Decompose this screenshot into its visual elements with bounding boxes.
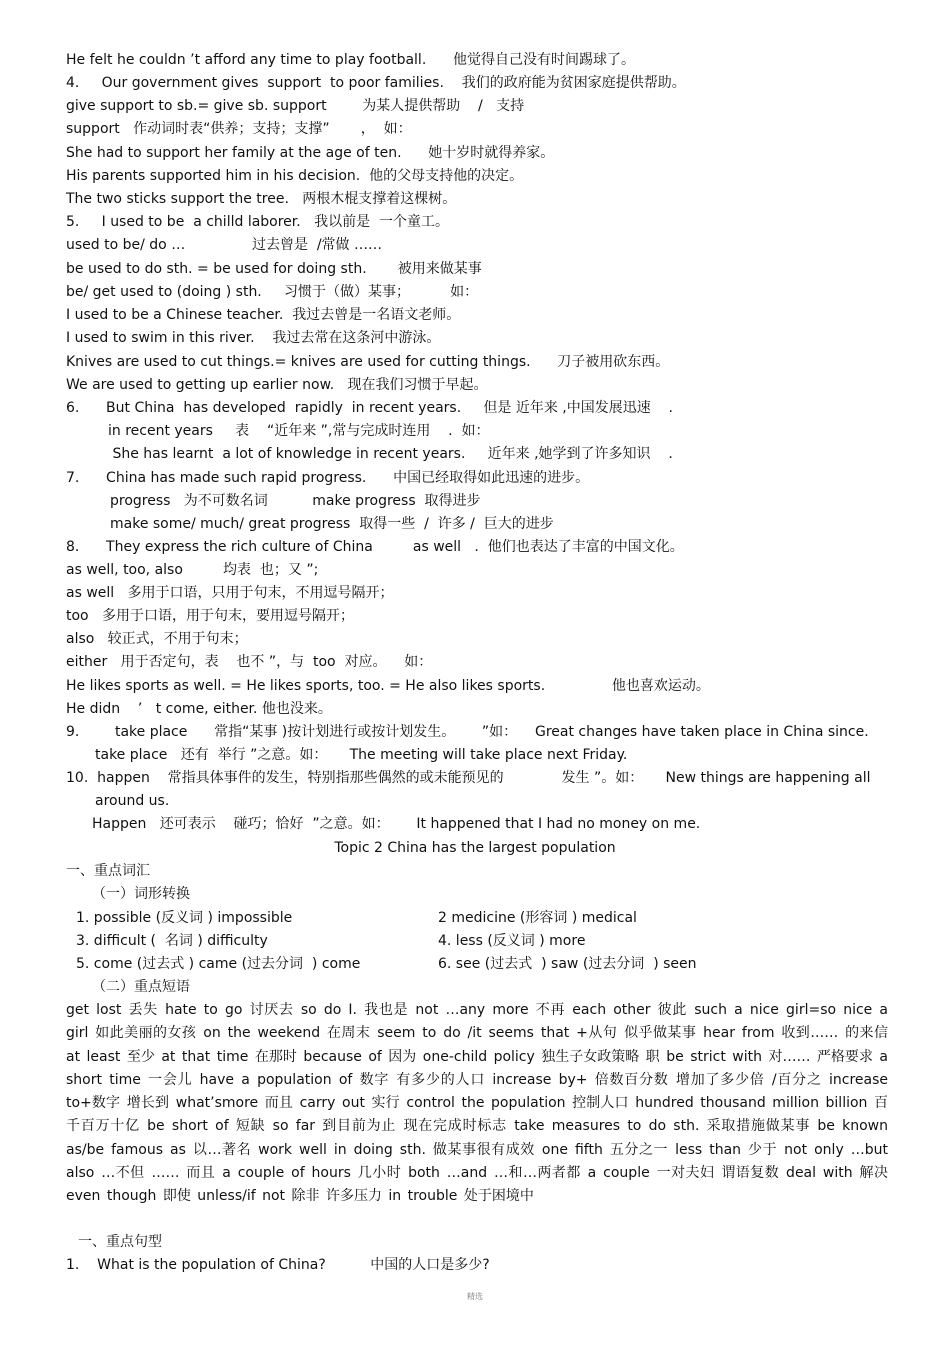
text-line: take place 还有 举行 ”之意。如： The meeting will take place next Friday. bbox=[95, 747, 628, 763]
subsection-heading: （二）重点短语 bbox=[92, 979, 190, 995]
text-line: be/ get used to (doing ) sth. 习惯于（做）某事； 如： bbox=[66, 284, 479, 300]
text-line: She has learnt a lot of knowledge in recent years. 近年来 ,她学到了许多知识 . bbox=[108, 446, 673, 462]
text-line: I used to swim in this river. 我过去常在这条河中游泳。 bbox=[66, 330, 441, 346]
word-form-item: 6. see (过去式 ) saw (过去分词 ) seen bbox=[438, 956, 697, 972]
text-line: I used to be a Chinese teacher. 我过去曾是一名语文老师。 bbox=[66, 307, 461, 323]
text-line: He didn ’ t come, either. 他也没来。 bbox=[66, 701, 332, 717]
text-line: 6. But China has developed rapidly in recent years. 但是 近年来 ,中国发展迅速 . bbox=[66, 400, 674, 416]
text-line: The two sticks support the tree. 两根木棍支撑着这棵树。 bbox=[66, 191, 457, 207]
text-line: 9. take place 常指“某事 )按计划进行或按计划发生。 ”如： Great changes have taken place in China since. bbox=[66, 724, 869, 740]
phrases-paragraph: get lost 丢失 hate to go 讨厌去 so do I. 我也是 not …any more 不再 each other 彼此 such a nice girl=so nice a girl 如此美丽的女孩 on the weekend 在周末 seem to do /it seems that +从句 似乎做某事 hear from 收到…… 的来信 at least 至少 at that time 在那时 because of 因为 one-child policy 独生子女政策略 职 be strict with 对…… 严格要求 a short time 一会儿 have a population of 数字 有多少的人口 increase by+ 倍数百分数 增加了多少倍 /百分之 increase to+数字 增长到 what’smore 而且 carry out 实行 control the population 控制人口 hundred thousand million billion 百千百万十亿 be short of 短缺 so far 到目前为止 现在完成时标志 take measures to do sth. 采取措施做某事 be known as/be famous as 以…著名 work well in doing sth. 做某事很有成效 one fifth 五分之一 less than 少于 not only …but also …不但 …… 而且 a couple of hours 几小时 both …and …和…两者都 a couple 一对夫妇 谓语复数 deal with 解决 even though 即使 unless/if not 除非 许多压力 in trouble 处于困境中 bbox=[66, 1002, 888, 1205]
text-line: 10. happen 常指具体事件的发生，特别指那些偶然的或未能预见的 发生 ”。如： New things are happening all bbox=[66, 770, 871, 786]
text-line: in recent years 表 “近年来 ”,常与完成时连用 . 如： bbox=[108, 423, 490, 439]
text-line: Knives are used to cut things.= knives are used for cutting things. 刀子被用砍东西。 bbox=[66, 354, 670, 370]
text-line: His parents supported him in his decision. 他的父母支持他的决定。 bbox=[66, 168, 524, 184]
section-heading: 一、重点句型 bbox=[78, 1234, 162, 1250]
text-line: She had to support her family at the age of ten. 她十岁时就得养家。 bbox=[66, 145, 555, 161]
word-form-row bbox=[66, 953, 888, 975]
word-form-item: 2 medicine (形容词 ) medical bbox=[438, 910, 637, 926]
word-form-item: 1. possible (反义词 ) impossible bbox=[76, 910, 293, 926]
word-form-item: 4. less (反义词 ) more bbox=[438, 933, 586, 949]
text-line: make some/ much/ great progress 取得一些 / 许多 / 巨大的进步 bbox=[110, 516, 554, 532]
text-line: Happen 还可表示 碰巧；恰好 ”之意。如： It happened that I had no money on me. bbox=[92, 816, 701, 832]
text-line: give support to sb.= give sb. support 为某人提供帮助 / 支持 bbox=[66, 98, 525, 114]
text-line: 7. China has made such rapid progress. 中国已经取得如此迅速的进步。 bbox=[66, 470, 590, 486]
text-line: He felt he couldn ’t afford any time to play football. 他觉得自己没有时间踢球了。 bbox=[66, 52, 635, 68]
subsection-heading: （一）词形转换 bbox=[92, 886, 190, 902]
text-line: 8. They express the rich culture of China as well . 他们也表达了丰富的中国文化。 bbox=[66, 539, 684, 555]
text-line: either 用于否定句，表 也不 ”，与 too 对应。 如： bbox=[66, 654, 433, 670]
text-line: be used to do sth. = be used for doing sth. 被用来做某事 bbox=[66, 261, 482, 277]
word-form-item: 3. difficult ( 名词 ) difficulty bbox=[76, 933, 268, 949]
word-form-item: 5. come (过去式 ) came (过去分词 ) come bbox=[76, 956, 361, 972]
text-line: around us. bbox=[95, 793, 170, 809]
text-line: as well 多用于口语，只用于句末，不用逗号隔开； bbox=[66, 585, 394, 601]
text-line: 5. I used to be a chilld laborer. 我以前是 一个童工。 bbox=[66, 214, 449, 230]
text-line: progress 为不可数名词 make progress 取得进步 bbox=[110, 493, 481, 509]
page-footer: 精选 bbox=[467, 1292, 483, 1301]
text-line: support 作动词时表“供养；支持；支撑” ， 如： bbox=[66, 121, 412, 137]
section-heading: 一、重点词汇 bbox=[66, 863, 150, 879]
text-line: 4. Our government gives support to poor families. 我们的政府能为贫困家庭提供帮助。 bbox=[66, 75, 686, 91]
text-line: used to be/ do … 过去曾是 /常做 …… bbox=[66, 237, 383, 253]
text-line: 1. What is the population of China? 中国的人口是多少? bbox=[66, 1257, 490, 1273]
word-form-row bbox=[66, 930, 888, 952]
text-line: too 多用于口语，用于句末，要用逗号隔开； bbox=[66, 608, 354, 624]
section-title: Topic 2 China has the largest population bbox=[334, 840, 616, 856]
text-line: He likes sports as well. = He likes sports, too. = He also likes sports. 他也喜欢运动。 bbox=[66, 678, 710, 694]
text-line: also 较正式，不用于句末； bbox=[66, 631, 248, 647]
text-line: as well, too, also 均表 也；又 ”; bbox=[66, 562, 319, 578]
text-line: We are used to getting up earlier now. 现在我们习惯于早起。 bbox=[66, 377, 488, 393]
word-form-row bbox=[66, 907, 888, 929]
